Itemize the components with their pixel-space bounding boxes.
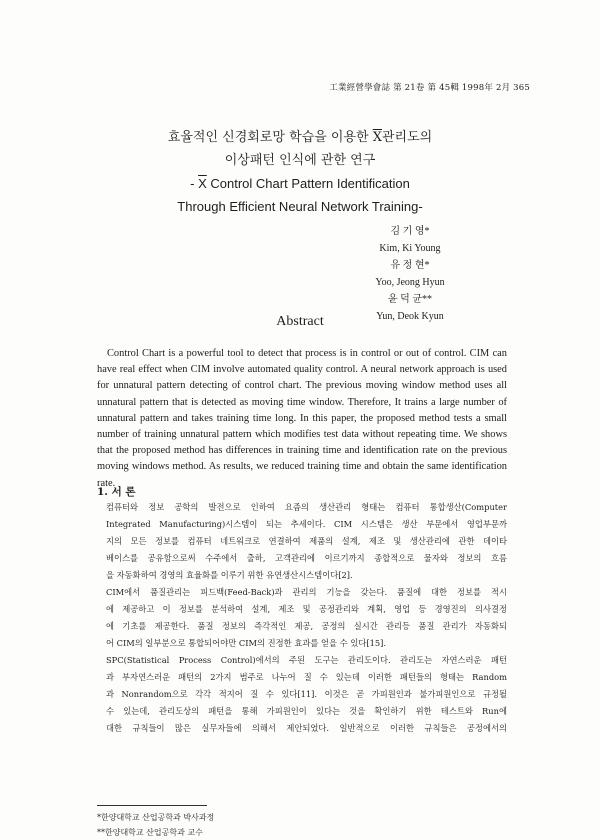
author-name-ko: 유 정 현* xyxy=(390,260,430,271)
footnote-item: **한양대학교 산업공학과 교수 xyxy=(97,828,203,837)
text-line: 수 있는데, 관리도상의 패턴을 통해 가피원인이 있다는 것을 확인하기 위한 테스트와 Run에 xyxy=(106,706,507,716)
text-line: 지의 모든 정보를 컴퓨터 네트워크로 연결하여 제품의 설계, 제조 및 생산관리에 관한 데이타 xyxy=(106,536,507,546)
text-line: Integrated Manufacturing)시스템이 되는 추세이다. CIM 시스템은 생산 부문에서 영업부문까 xyxy=(106,519,507,529)
text-line: 과 부자연스러운 패턴의 2가지 범주로 나누어 질 수 있는데 이러한 패턴들의 형태는 Random xyxy=(106,672,507,682)
author-name-en: Yun, Deok Kyun xyxy=(376,311,444,322)
author-name-ko: 윤 덕 균** xyxy=(388,294,432,305)
text-line: 컴퓨터와 정보 공학의 발전으로 인하여 요즘의 생산관리 형태는 컴퓨터 통합생산(Computer xyxy=(106,502,507,512)
abstract-heading: Abstract xyxy=(276,314,324,329)
title-english-line-2: Through Efficient Neural Network Training- xyxy=(177,199,423,214)
text-line: 어 CIM의 일부분으로 통합되어야만 CIM의 진정한 효과를 얻을 수 있다[15]. xyxy=(106,638,387,648)
text-line: 에 제공하고 이 정보를 분석하여 설계, 제조 및 공정관리와 계획, 영업 등 경영진의 의사결정 xyxy=(106,604,507,614)
section-heading: 1. 서 론 xyxy=(97,486,136,498)
author-name-en: Kim, Ki Young xyxy=(379,243,441,254)
text-line: CIM에서 품질관리는 피드백(Feed-Back)과 관리의 기능을 갖는다. 품질에 대한 정보를 적시 xyxy=(106,587,507,597)
text-line: 을 자동화하여 경영의 효율화를 이루기 위한 유연생산시스템이다[2]. xyxy=(106,570,353,580)
author-list xyxy=(300,223,520,325)
footnote-item: *한양대학교 산업공학과 박사과정 xyxy=(97,813,215,822)
text-line: 에 기초를 제공한다. 품질 정보의 즉각적인 제공, 공정의 실시간 관리등 품질 관리가 자동화되 xyxy=(106,621,507,631)
text-line: 대한 규칙들이 많은 실무자들에 의해서 제안되었다. 일반적으로 이러한 규칙들은 공정에서의 xyxy=(106,723,507,733)
footnotes xyxy=(97,810,214,840)
author-name-en: Yoo, Jeong Hyun xyxy=(375,277,445,288)
abstract-text: Control Chart is a powerful tool to detect that process is in control or out of control. CIM can have real effect when CIM involve automated quality control. A neural network approach is used for unnatural pattern detecting of control chart. The previous moving window method uses all unnatural pattern that is detected as moving time window. Therefore, It trains a large number of unnatural pattern and takes training time long. In this paper, the proposed method tests a small number of training unnatural pattern which modifies test data without repeating time. We shows that the proposed method has differences in training time and identification rate on the previous moving windows method. As results, we reduced training time and obtain the same identification rate. xyxy=(97,348,507,489)
x-bar-symbol: $\overline{X}$ xyxy=(372,130,382,145)
paragraph xyxy=(97,584,507,652)
title-korean-line-2: 이상패턴 인식에 관한 연구 xyxy=(224,153,376,168)
title-block xyxy=(110,126,490,218)
x-bar-symbol-en: $\overline{X}$ xyxy=(198,176,207,191)
paragraph xyxy=(97,652,507,737)
footnote-divider xyxy=(97,805,207,806)
title-english-line-1: - $\overline{X}$ Control Chart Pattern Identification xyxy=(190,176,410,191)
text-line: SPC(Statistical Process Control)에서의 주된 도구는 관리도이다. 관리도는 자연스러운 패턴 xyxy=(106,655,507,665)
journal-reference: 工業經營學會誌 第 21卷 第 45輯 1998年 2月 365 xyxy=(329,83,530,93)
author-name-ko: 김 기 영* xyxy=(390,226,430,237)
paragraph xyxy=(97,499,507,584)
title-korean-line-1: 효율적인 신경회로망 학습을 이용한 $\overline{X}$관리도의 xyxy=(167,130,433,145)
section-body xyxy=(97,499,507,737)
text-line: 과 Nonrandom으로 각각 적지어 질 수 있다[11]. 이것은 곧 가피원인과 불가피원인으로 규정될 xyxy=(106,689,507,699)
text-line: 베이스를 공유함으로써 수주에서 출하, 고객관리에 이르기까지 종합적으로 물자와 정보의 흐름 xyxy=(106,553,507,563)
